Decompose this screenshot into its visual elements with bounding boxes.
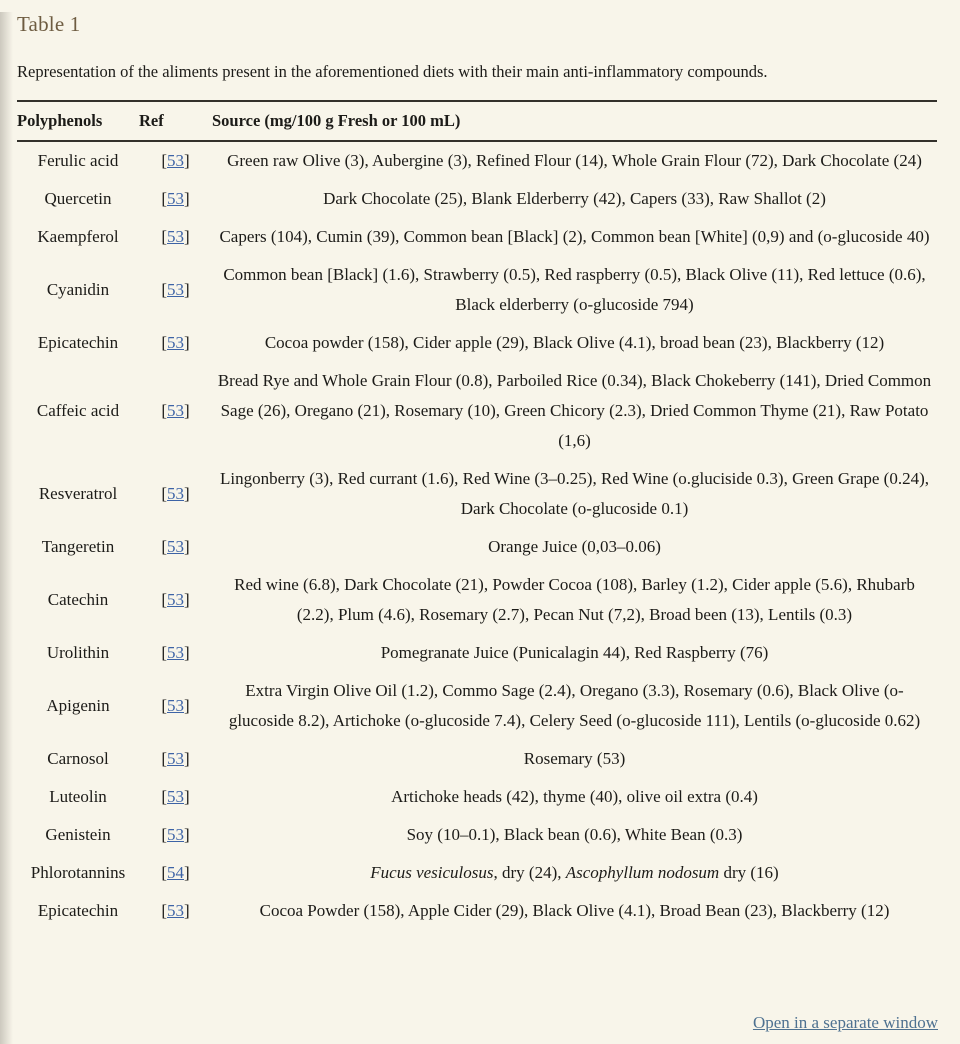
table-row	[17, 218, 937, 256]
polyphenol-cell: Epicatechin	[37, 333, 119, 352]
table-row	[17, 566, 937, 634]
table-body	[17, 141, 937, 930]
source-cell	[212, 566, 937, 634]
table-row	[17, 362, 937, 460]
polyphenol-cell: Quercetin	[44, 189, 112, 208]
citation-link[interactable]: 53	[167, 590, 184, 609]
polyphenol-cell: Luteolin	[49, 787, 107, 806]
column-header-ref: Ref	[139, 101, 212, 141]
ref-cell: [53]	[161, 901, 190, 920]
ref-cell: [53]	[161, 787, 190, 806]
ref-cell: [53]	[161, 189, 190, 208]
polyphenol-cell: Phlorotannins	[30, 863, 126, 882]
table-view-page	[0, 12, 960, 1044]
source-cell	[212, 460, 937, 528]
ref-cell: [53]	[161, 484, 190, 503]
table-caption: Representation of the aliments present in the aforementioned diets with their main anti-inflammatory compounds.	[17, 62, 768, 81]
column-header-polyphenols: Polyphenols	[17, 101, 139, 141]
source-cell	[212, 180, 937, 218]
citation-link[interactable]: 53	[167, 749, 184, 768]
table-row	[17, 634, 937, 672]
polyphenol-cell: Resveratrol	[38, 484, 118, 503]
citation-link[interactable]: 53	[167, 484, 184, 503]
source-text: Extra Virgin Olive Oil (1.2), Commo Sage (2.4), Oregano (3.3), Rosemary (0.6), Black Olive (o-glucoside 8.2), Artichoke (o-glucoside 7.4), Celery Seed (o-glucoside 111), Lentils (o-glucoside 0.62)	[228, 681, 921, 730]
source-cell	[212, 362, 937, 460]
polyphenol-cell: Urolithin	[46, 643, 110, 662]
polyphenol-cell: Catechin	[47, 590, 109, 609]
table-title: Table 1	[17, 12, 81, 36]
citation-link[interactable]: 54	[167, 863, 184, 882]
source-text: dry (16)	[719, 863, 779, 882]
citation-link[interactable]: 53	[167, 227, 184, 246]
scan-edge-shadow	[0, 12, 13, 1044]
source-text: Pomegranate Juice (Punicalagin 44), Red Raspberry (76)	[380, 643, 769, 662]
source-text: Capers (104), Cumin (39), Common bean [Black] (2), Common bean [White] (0,9) and (o-glucoside 40)	[219, 227, 930, 246]
table-row	[17, 256, 937, 324]
table-row	[17, 141, 937, 180]
source-text: Green raw Olive (3), Aubergine (3), Refined Flour (14), Whole Grain Flour (72), Dark Chocolate (24)	[227, 151, 922, 170]
polyphenol-cell: Epicatechin	[37, 901, 119, 920]
ref-cell: [53]	[161, 151, 190, 170]
table-row	[17, 324, 937, 362]
species-name-italic: Ascophyllum nodosum	[565, 863, 720, 882]
ref-cell: [53]	[161, 401, 190, 420]
table-row	[17, 180, 937, 218]
polyphenol-cell: Carnosol	[47, 749, 109, 768]
polyphenols-table	[17, 100, 937, 930]
source-cell	[212, 324, 937, 362]
source-text: , dry (24),	[493, 863, 566, 882]
ref-cell: [53]	[161, 643, 190, 662]
source-text: Soy (10–0.1), Black bean (0.6), White Bean (0.3)	[406, 825, 743, 844]
table-row	[17, 778, 937, 816]
ref-cell: [53]	[161, 696, 190, 715]
ref-cell: [53]	[161, 333, 190, 352]
ref-cell: [53]	[161, 537, 190, 556]
source-cell	[212, 218, 937, 256]
open-in-separate-window-link[interactable]: Open in a separate window	[752, 1013, 938, 1032]
source-text: Dark Chocolate (25), Blank Elderberry (42), Capers (33), Raw Shallot (2)	[323, 189, 826, 208]
source-cell	[212, 256, 937, 324]
column-header-source: Source (mg/100 g Fresh or 100 mL)	[212, 101, 937, 141]
polyphenol-cell: Apigenin	[46, 696, 110, 715]
table-header	[17, 101, 937, 141]
ref-cell: [53]	[161, 825, 190, 844]
source-cell	[212, 672, 937, 740]
source-text: Red wine (6.8), Dark Chocolate (21), Powder Cocoa (108), Barley (1.2), Cider apple (5.6), Rhubarb (2.2), Plum (4.6), Rosemary (2.7), Pecan Nut (7,2), Broad been (13), Lentils (0.3)	[234, 575, 915, 624]
source-cell	[212, 854, 937, 892]
table-row	[17, 816, 937, 854]
polyphenol-cell: Cyanidin	[46, 280, 110, 299]
table-row	[17, 528, 937, 566]
citation-link[interactable]: 53	[167, 787, 184, 806]
citation-link[interactable]: 53	[167, 280, 184, 299]
species-name-italic: Fucus vesiculosus	[370, 863, 494, 882]
table-row	[17, 740, 937, 778]
source-text: Rosemary (53)	[523, 749, 626, 768]
source-text: Cocoa Powder (158), Apple Cider (29), Black Olive (4.1), Broad Bean (23), Blackberry (12)	[259, 901, 890, 920]
source-cell	[212, 634, 937, 672]
citation-link[interactable]: 53	[167, 401, 184, 420]
citation-link[interactable]: 53	[167, 151, 184, 170]
source-text: Cocoa powder (158), Cider apple (29), Black Olive (4.1), broad bean (23), Blackberry (12)	[264, 333, 885, 352]
source-cell	[212, 141, 937, 180]
ref-cell: [53]	[161, 280, 190, 299]
source-text: Orange Juice (0,03–0.06)	[488, 537, 661, 556]
source-cell	[212, 528, 937, 566]
source-cell	[212, 778, 937, 816]
citation-link[interactable]: 53	[167, 189, 184, 208]
polyphenol-cell: Kaempferol	[37, 227, 119, 246]
ref-cell: [53]	[161, 227, 190, 246]
source-text: Artichoke heads (42), thyme (40), olive oil extra (0.4)	[391, 787, 758, 806]
source-text: Lingonberry (3), Red currant (1.6), Red Wine (3–0.25), Red Wine (o.gluciside 0.3), Green Grape (0.24), Dark Chocolate (o-glucoside 0.1)	[220, 469, 929, 518]
source-cell	[212, 740, 937, 778]
ref-cell: [54]	[161, 863, 190, 882]
citation-link[interactable]: 53	[167, 696, 184, 715]
source-cell	[212, 816, 937, 854]
table-row	[17, 672, 937, 740]
table-row	[17, 460, 937, 528]
table-scroll-region[interactable]	[17, 100, 937, 1002]
polyphenol-cell: Caffeic acid	[36, 401, 120, 420]
polyphenol-cell: Ferulic acid	[37, 151, 119, 170]
open-link-row	[0, 1013, 938, 1033]
source-text: Common bean [Black] (1.6), Strawberry (0.5), Red raspberry (0.5), Black Olive (11), Red lettuce (0.6), Black elderberry (o-glucoside 794)	[223, 265, 926, 314]
header-row	[17, 101, 937, 141]
citation-link[interactable]: 53	[167, 901, 184, 920]
polyphenol-cell: Tangeretin	[41, 537, 115, 556]
source-cell	[212, 892, 937, 930]
ref-cell: [53]	[161, 749, 190, 768]
citation-link[interactable]: 53	[167, 537, 184, 556]
citation-link[interactable]: 53	[167, 333, 184, 352]
citation-link[interactable]: 53	[167, 643, 184, 662]
ref-cell: [53]	[161, 590, 190, 609]
table-row	[17, 892, 937, 930]
source-text: Bread Rye and Whole Grain Flour (0.8), Parboiled Rice (0.34), Black Chokeberry (141), Dried Common Sage (26), Oregano (21), Rosemary (10), Green Chicory (2.3), Dried Common Thyme (21), Raw Potato (1,6)	[217, 371, 932, 450]
table-row	[17, 854, 937, 892]
citation-link[interactable]: 53	[167, 825, 184, 844]
polyphenol-cell: Genistein	[45, 825, 111, 844]
